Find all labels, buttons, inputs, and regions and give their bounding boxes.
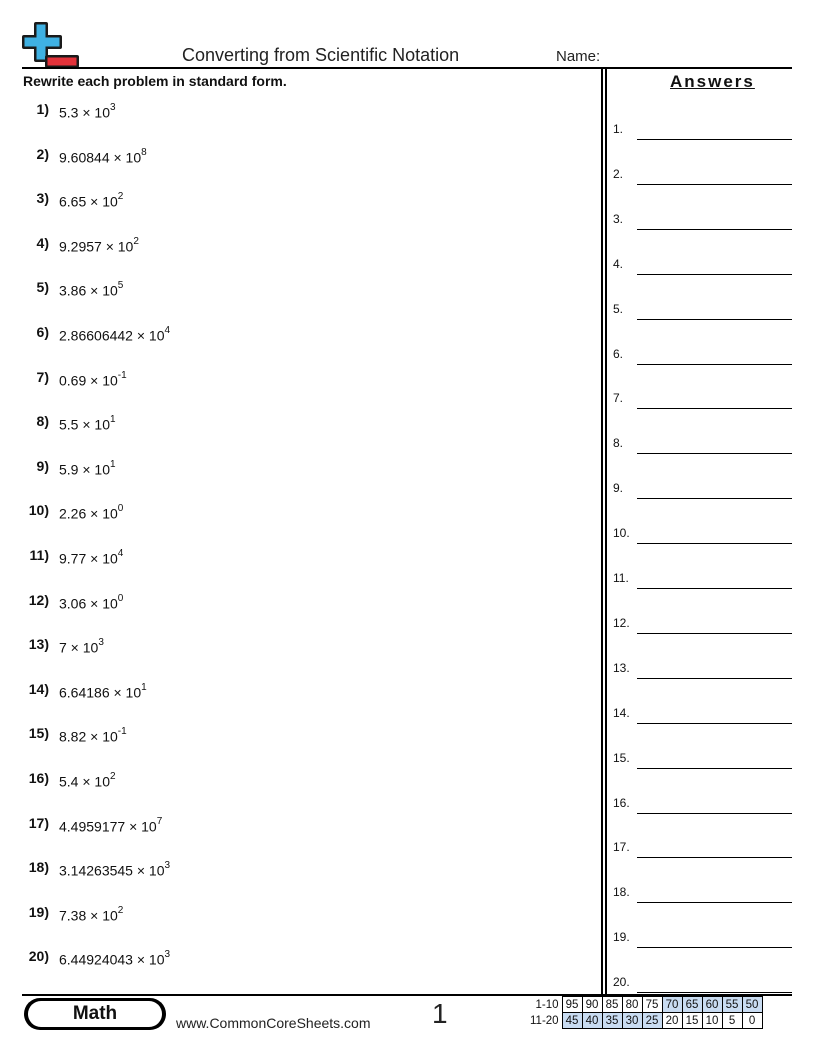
answer-row (613, 975, 792, 995)
problem-expression (59, 327, 170, 344)
problem-number: 13) (28, 636, 49, 653)
answer-blank[interactable] (637, 947, 792, 948)
expression-mantissa: 3.86 × 10 (59, 283, 118, 300)
answer-row (613, 526, 792, 546)
problem-number: 7) (36, 368, 49, 385)
answer-number: 16. (613, 795, 630, 810)
answer-blank[interactable] (637, 857, 792, 858)
answer-number: 5. (613, 301, 624, 316)
answer-row (613, 930, 792, 950)
answer-blank[interactable] (637, 768, 792, 769)
expression-mantissa: 0.69 × 10 (59, 372, 118, 389)
expression-exponent: -1 (117, 726, 127, 738)
expression-exponent: 2 (117, 904, 124, 916)
problem-expression (59, 815, 163, 835)
answer-blank[interactable] (637, 498, 792, 499)
expression-mantissa: 4.4959177 × 10 (59, 818, 157, 835)
problem-expression (59, 862, 170, 879)
page-number: 1 (432, 998, 448, 1029)
problem-expression (59, 773, 116, 790)
score-row (528, 997, 762, 1013)
expression-exponent: 3 (98, 637, 104, 649)
problem-number: 18) (28, 859, 49, 876)
expression-exponent: 5 (117, 280, 124, 292)
score-cell: 25 (642, 1013, 662, 1029)
problem-number: 9) (36, 457, 49, 474)
expression-mantissa: 6.64186 × 10 (59, 684, 142, 701)
problem-number: 14) (28, 680, 49, 697)
score-cell: 10 (702, 1013, 722, 1029)
header-divider (22, 67, 792, 69)
expression-mantissa: 8.82 × 10 (59, 729, 118, 746)
expression-mantissa: 5.3 × 10 (59, 104, 110, 121)
expression-exponent: -1 (117, 369, 127, 381)
score-cell: 55 (722, 997, 742, 1013)
expression-mantissa: 6.65 × 10 (59, 193, 118, 210)
score-cell: 0 (742, 1013, 762, 1029)
answer-blank[interactable] (637, 813, 792, 814)
answer-row (613, 391, 792, 411)
plus-minus-logo-icon (22, 22, 80, 70)
subject-badge (24, 998, 166, 1030)
expression-exponent: 4 (164, 325, 171, 336)
answer-row (613, 796, 792, 816)
expression-mantissa: 2.86606442 × 10 (59, 327, 165, 344)
expression-exponent: 1 (141, 681, 147, 693)
expression-mantissa: 5.5 × 10 (59, 416, 110, 433)
site-url: www.CommonCoreSheets.com (176, 1015, 371, 1031)
problem-expression (59, 904, 124, 924)
problem-expression (59, 951, 170, 968)
score-range-label: 1-10 (535, 998, 559, 1011)
answer-blank[interactable] (637, 678, 792, 679)
score-cell: 95 (562, 997, 582, 1013)
expression-exponent: 2 (117, 191, 124, 203)
expression-mantissa: 9.60844 × 10 (59, 149, 142, 166)
score-cell: 5 (722, 1013, 742, 1029)
problem-expression (59, 639, 104, 656)
score-row (528, 1013, 762, 1029)
answer-number: 19. (613, 930, 630, 945)
problem-number: 15) (28, 725, 49, 742)
answer-number: 14. (613, 705, 630, 720)
answer-row (613, 571, 792, 591)
answer-number: 9. (613, 481, 624, 496)
answer-blank[interactable] (637, 723, 792, 724)
problem-expression (59, 728, 127, 745)
answer-number: 4. (613, 256, 624, 271)
answer-number: 8. (613, 436, 624, 451)
score-cell: 85 (602, 997, 622, 1013)
answer-number: 3. (613, 211, 624, 226)
problem-expression (59, 104, 116, 121)
expression-exponent: 1 (110, 414, 116, 426)
expression-exponent: 3 (110, 102, 116, 113)
answer-row (613, 122, 792, 142)
expression-mantissa: 9.2957 × 10 (59, 238, 134, 255)
expression-exponent: 4 (117, 548, 124, 559)
score-cell: 45 (562, 1013, 582, 1029)
problem-expression (59, 146, 147, 166)
problem-number: 8) (36, 413, 49, 430)
expression-exponent: 7 (156, 815, 163, 827)
expression-mantissa: 5.9 × 10 (59, 461, 110, 478)
expression-exponent: 3 (164, 949, 171, 961)
answer-row (613, 616, 792, 636)
problem-number: 3) (36, 190, 49, 207)
answer-row (613, 885, 792, 905)
answer-blank[interactable] (637, 319, 792, 320)
problem-expression (59, 458, 116, 478)
answer-blank[interactable] (637, 902, 792, 903)
answer-number: 20. (613, 975, 630, 990)
problem-number: 20) (28, 948, 49, 965)
expression-exponent: 2 (110, 771, 116, 782)
answers-heading: Answers (670, 72, 755, 91)
answer-row (613, 257, 792, 277)
worksheet-title: Converting from Scientific Notation (182, 45, 460, 65)
answer-row (613, 706, 792, 726)
score-table (528, 996, 763, 1029)
score-cell: 30 (622, 1013, 642, 1029)
problem-number: 1) (36, 101, 49, 117)
score-cell: 80 (622, 997, 642, 1013)
score-cell: 65 (682, 997, 702, 1013)
problem-number: 10) (28, 502, 49, 519)
subject-label: Math (28, 1001, 162, 1027)
problem-expression (59, 550, 123, 567)
score-cell: 50 (742, 997, 762, 1013)
answer-blank[interactable] (637, 543, 792, 544)
problem-expression (59, 505, 123, 522)
answer-blank[interactable] (637, 408, 792, 409)
problem-number: 6) (36, 324, 49, 340)
problem-number: 11) (29, 547, 49, 563)
expression-mantissa: 9.77 × 10 (59, 550, 118, 567)
answer-blank[interactable] (637, 453, 792, 454)
answer-number: 6. (613, 346, 624, 361)
answer-row (613, 661, 792, 681)
expression-mantissa: 6.44924043 × 10 (59, 952, 165, 969)
answer-blank[interactable] (637, 139, 792, 140)
problem-expression (59, 282, 123, 299)
column-divider-right (605, 68, 607, 996)
score-range-label: 11-20 (530, 1014, 559, 1027)
score-cell: 75 (642, 997, 662, 1013)
expression-exponent: 2 (133, 235, 139, 247)
score-cell: 15 (682, 1013, 702, 1029)
answer-row (613, 212, 792, 232)
column-divider-left (601, 68, 603, 996)
score-cell: 90 (582, 997, 602, 1013)
answer-row (613, 302, 792, 322)
answer-row (613, 751, 792, 771)
score-cell: 70 (662, 997, 682, 1013)
expression-exponent: 8 (141, 146, 147, 158)
answer-blank[interactable] (637, 274, 792, 275)
answer-blank[interactable] (637, 633, 792, 634)
expression-mantissa: 5.4 × 10 (59, 773, 110, 790)
problem-number: 2) (36, 145, 49, 162)
problem-expression (59, 416, 116, 433)
expression-exponent: 0 (117, 592, 124, 604)
answer-row (613, 481, 792, 501)
answer-blank[interactable] (637, 229, 792, 230)
answer-number: 12. (613, 615, 630, 630)
answer-number: 18. (613, 885, 630, 900)
instructions: Rewrite each problem in standard form. (23, 73, 287, 89)
problem-number: 16) (28, 770, 49, 786)
expression-mantissa: 3.14263545 × 10 (59, 862, 165, 879)
score-cell: 35 (602, 1013, 622, 1029)
problem-expression (59, 369, 127, 389)
answer-number: 7. (613, 391, 624, 406)
score-cell: 60 (702, 997, 722, 1013)
answer-blank[interactable] (637, 992, 792, 993)
score-cell: 40 (582, 1013, 602, 1029)
answer-row (613, 347, 792, 367)
expression-exponent: 1 (110, 458, 116, 470)
answer-number: 10. (613, 526, 630, 541)
answer-row (613, 436, 792, 456)
expression-exponent: 0 (117, 503, 124, 515)
problem-number: 4) (36, 234, 49, 251)
answer-number: 13. (613, 660, 630, 675)
answer-number: 1. (613, 122, 624, 136)
answer-number: 17. (613, 840, 630, 855)
problem-number: 12) (28, 591, 49, 608)
expression-mantissa: 3.06 × 10 (59, 595, 118, 612)
answer-number: 2. (613, 166, 624, 181)
problem-expression (59, 681, 147, 701)
score-cell: 20 (662, 1013, 682, 1029)
expression-mantissa: 7 × 10 (59, 639, 99, 656)
problem-expression (59, 193, 123, 210)
answer-number: 11. (613, 571, 629, 585)
problem-number: 19) (28, 903, 49, 920)
answer-row (613, 167, 792, 187)
problem-number: 5) (36, 279, 49, 296)
answer-blank[interactable] (637, 588, 792, 589)
answer-number: 15. (613, 750, 630, 765)
problem-expression (59, 235, 139, 255)
name-label: Name: (556, 48, 601, 65)
answer-blank[interactable] (637, 364, 792, 365)
answer-row (613, 840, 792, 860)
expression-exponent: 3 (164, 860, 171, 872)
expression-mantissa: 7.38 × 10 (59, 907, 118, 924)
expression-mantissa: 2.26 × 10 (59, 506, 118, 523)
problem-expression (59, 592, 124, 612)
problem-number: 17) (28, 814, 49, 831)
answer-blank[interactable] (637, 184, 792, 185)
